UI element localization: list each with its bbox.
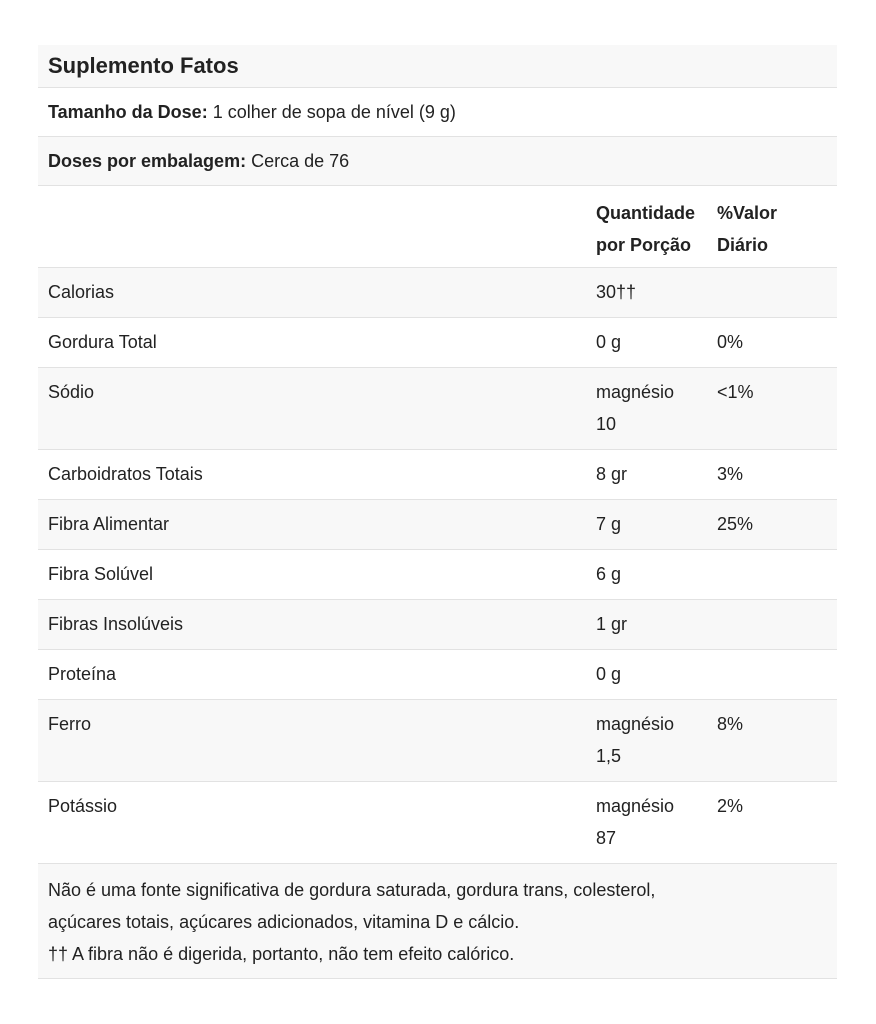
amount-column-header: Quantidade por Porção <box>596 203 696 255</box>
footnote-line: †† A fibra não é digerida, portanto, não tem efeito calórico. <box>48 944 515 964</box>
nutrient-amount: 6 g <box>596 564 622 584</box>
table-row <box>38 500 837 550</box>
table-row <box>38 650 837 700</box>
nutrient-daily-value: 0% <box>717 332 744 352</box>
nutrient-amount: 30†† <box>596 282 637 302</box>
nutrient-amount: 0 g <box>596 332 622 352</box>
table-row <box>38 550 837 600</box>
daily-value-column-header: %Valor Diário <box>717 203 778 255</box>
table-row <box>38 368 837 450</box>
nutrient-amount: 0 g <box>596 664 622 684</box>
nutrient-name: Fibras Insolúveis <box>48 614 184 634</box>
nutrient-name: Ferro <box>48 714 92 734</box>
nutrient-amount: magnésio 87 <box>596 796 675 848</box>
serving-size-label: Tamanho da Dose: <box>48 102 208 122</box>
nutrient-name: Sódio <box>48 382 95 402</box>
nutrient-daily-value: 2% <box>717 796 744 816</box>
footnote-line: açúcares totais, açúcares adicionados, vitamina D e cálcio. <box>48 912 520 932</box>
table-row <box>38 268 837 318</box>
nutrient-daily-value: 3% <box>717 464 744 484</box>
nutrient-name: Carboidratos Totais <box>48 464 203 484</box>
nutrient-name: Gordura Total <box>48 332 157 352</box>
nutrient-amount: 1 gr <box>596 614 628 634</box>
supplement-facts-panel <box>38 45 837 979</box>
footnote <box>38 864 837 979</box>
footnote-line: Não é uma fonte significativa de gordura saturada, gordura trans, colesterol, <box>48 880 656 900</box>
nutrient-daily-value: 8% <box>717 714 744 734</box>
nutrient-daily-value: 25% <box>717 514 754 534</box>
nutrient-amount: 7 g <box>596 514 622 534</box>
nutrient-name: Proteína <box>48 664 117 684</box>
serving-size-row <box>38 88 837 137</box>
serving-size-value: 1 colher de sopa de nível (9 g) <box>212 102 456 122</box>
nutrient-amount: magnésio 10 <box>596 382 675 434</box>
table-row <box>38 318 837 368</box>
panel-title: Suplemento Fatos <box>48 53 239 78</box>
servings-per-container-value: Cerca de 76 <box>251 151 350 171</box>
nutrient-amount: magnésio 1,5 <box>596 714 675 766</box>
table-row <box>38 450 837 500</box>
table-header-row <box>38 186 837 268</box>
nutrient-name: Calorias <box>48 282 115 302</box>
table-row <box>38 700 837 782</box>
nutrient-daily-value: <1% <box>717 382 754 402</box>
servings-per-container-label: Doses por embalagem: <box>48 151 247 171</box>
table-row <box>38 782 837 864</box>
nutrient-name: Fibra Alimentar <box>48 514 170 534</box>
panel-title-row <box>38 45 837 88</box>
nutrient-name: Potássio <box>48 796 118 816</box>
table-row <box>38 600 837 650</box>
servings-per-container-row <box>38 137 837 186</box>
nutrient-name: Fibra Solúvel <box>48 564 154 584</box>
nutrient-amount: 8 gr <box>596 464 628 484</box>
